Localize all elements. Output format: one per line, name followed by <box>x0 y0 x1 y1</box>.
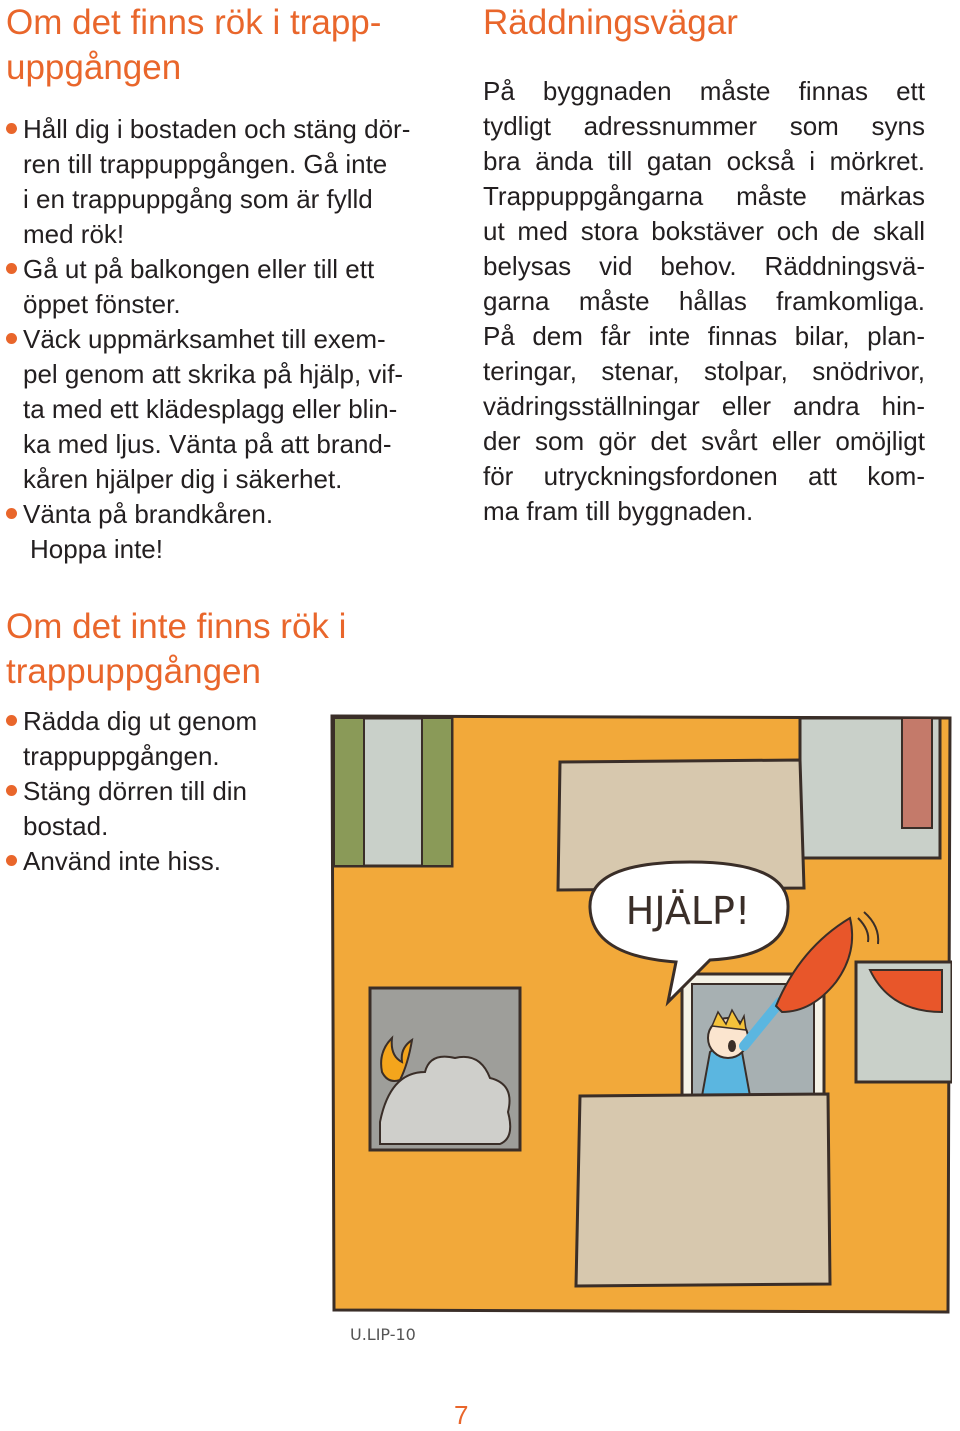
bullet-dot <box>6 785 17 796</box>
bullet-item <box>6 704 294 774</box>
paragraph-line: På dem får inte finnas bilar, plan- <box>483 321 925 351</box>
window-lower-right <box>856 962 952 1082</box>
bullet-line: ka med ljus. Vänta på att brand- <box>23 429 392 459</box>
bullet-line: trappuppgången. <box>23 741 220 771</box>
bullet-line: Hoppa inte! <box>30 534 163 564</box>
paragraph-line: garna måste hållas framkomliga. <box>483 286 925 316</box>
illustrator-signature: U.LIP-10 <box>350 1325 416 1344</box>
bullet-item <box>6 322 450 497</box>
heading-no-smoke-in-stairwell <box>6 604 446 694</box>
bullet-dot <box>6 855 17 866</box>
heading-smoke-in-stairwell <box>6 0 446 90</box>
paragraph-line: bra ända till gatan också i mörkret. <box>483 146 925 176</box>
bullet-line: Håll dig i bostaden och stäng dör- <box>23 114 411 144</box>
bullet-line: öppet fönster. <box>23 289 181 319</box>
paragraph-line: ut med stora bokstäver och de skall <box>483 216 925 246</box>
rescue-routes-paragraph <box>483 74 925 529</box>
heading-line: uppgången <box>6 48 182 87</box>
paragraph-line: belysas vid behov. Räddningsvä- <box>483 251 925 281</box>
bullet-dot <box>6 123 17 134</box>
building-fire-illustration <box>330 712 952 1352</box>
speech-text: HJÄLP! <box>625 889 751 933</box>
bullet-item <box>6 252 450 322</box>
bullet-line: Väck uppmärksamhet till exem- <box>23 324 386 354</box>
no-smoke-bullet-list <box>6 704 294 879</box>
window-smoke-fire <box>370 988 520 1150</box>
bullet-line: kåren hjälper dig i säkerhet. <box>23 464 343 494</box>
heading-line: trappuppgången <box>6 652 261 691</box>
bullet-line: ta med ett klädesplagg eller blin- <box>23 394 398 424</box>
heading-line: Om det finns rök i trapp- <box>6 3 382 42</box>
bullet-item <box>6 844 294 879</box>
bullet-line: med rök! <box>23 219 125 249</box>
bullet-item <box>6 774 294 844</box>
bullet-dot <box>6 263 17 274</box>
bullet-line: bostad. <box>23 811 109 841</box>
paragraph-line: der som gör det svårt eller omöjligt <box>483 426 925 456</box>
bullet-line: i en trappuppgång som är fylld <box>23 184 373 214</box>
bullet-line: ren till trappuppgången. Gå inte <box>23 149 388 179</box>
heading-rescue-routes <box>483 0 738 45</box>
paragraph-line: ma fram till byggnaden. <box>483 496 754 526</box>
paragraph-line: teringar, stenar, stolpar, snödrivor, <box>483 356 925 386</box>
paragraph-line: vädringsställningar eller andra hin- <box>483 391 925 421</box>
paragraph-line: På byggnaden måste finnas ett <box>483 76 925 106</box>
bullet-line: Rädda dig ut genom <box>23 706 258 736</box>
paragraph-line: Trappuppgångarna måste märkas <box>483 181 925 211</box>
page-number: 7 <box>454 1400 469 1430</box>
bullet-line: pel genom att skrika på hjälp, vif- <box>23 359 404 389</box>
bullet-dot <box>6 508 17 519</box>
bullet-item <box>6 112 450 252</box>
bullet-line: Vänta på brandkåren. <box>23 499 274 529</box>
balcony-lower <box>576 1094 830 1286</box>
window-top-right <box>800 718 940 858</box>
bullet-line: Stäng dörren till din <box>23 776 248 806</box>
bullet-dot <box>6 333 17 344</box>
bullet-dot <box>6 715 17 726</box>
paragraph-line: för utryckningsfordonen att kom- <box>483 461 925 491</box>
heading-line: Om det inte finns rök i <box>6 607 347 646</box>
bullet-item <box>6 497 450 567</box>
window-top-left <box>334 718 452 866</box>
heading-line: Räddningsvägar <box>483 3 738 42</box>
bullet-line: Använd inte hiss. <box>23 846 222 876</box>
smoke-bullet-list <box>6 112 450 567</box>
paragraph-line: tydligt adressnummer som syns <box>483 111 925 141</box>
bullet-line: Gå ut på balkongen eller till ett <box>23 254 375 284</box>
